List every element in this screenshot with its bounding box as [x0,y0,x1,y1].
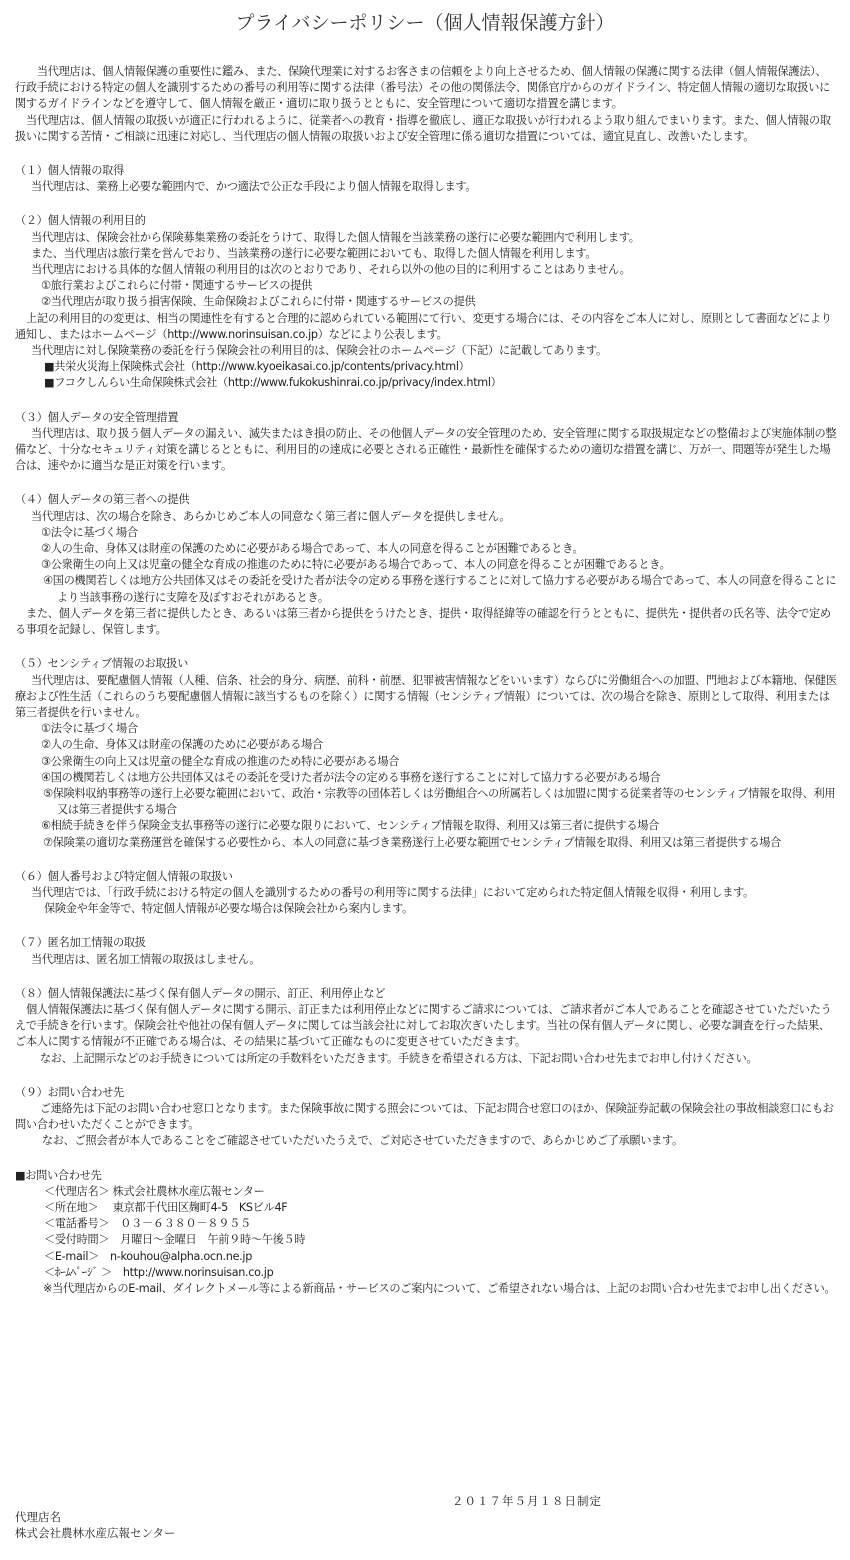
section-paragraph: また、個人データを第三者に提供したとき、あるいは第三者から提供をうけたとき、提供・取得経緯等の確認を行うとともに、提供先・提供者の氏名等、法令で定める事項を記録し、保管します。 [15,606,831,637]
section-paragraph: なお、上記開示などのお手続きについては所定の手数料をいただきます。手続きを希望される方は、下記お問い合わせ先までお申し付けください。 [29,1051,758,1065]
section-paragraph: ご連絡先は下記のお問い合わせ窓口となります。また保険事故に関する照会については、下記お問合せ窓口のほか、保険証券記載の保険会社の事故相談窓口にもお問い合わせいただくことができます。 [15,1101,834,1132]
section-heading: （１）個人情報の取得 [15,164,124,178]
section-paragraph: 当代理店は、次の場合を除き、あらかじめご本人の同意なく第三者に個人データを提供しません。 [31,509,511,523]
contact-address: ＜所在地＞ 東京都千代田区麹町4-5 KSビル4F [44,1200,288,1214]
section-heading: （９）お問い合わせ先 [15,1085,124,1099]
section-paragraph: 個人情報保護法に基づく保有個人データに関する開示、訂正または利用停止などに関するご請求については、ご請求者がご本人であることを確認させていただいたうえで手続きを行います。保険会社や他社の保有個人データに関しては当該会社に対してお取次ぎいたします。当社の保有個人データに関し、必要な調査を行った結果、ご本人に関する情報が不正確である場合は、その結果に基づいて正確なものに変更させていただきます。 [15,1002,832,1049]
list-item: ④国の機関若しくは地方公共団体又はその委託を受けた者が法令の定める事務を遂行することに対して協力する必要がある場合であって、本人の同意を得ることにより当該事務の遂行に支障を及ぼすおそれがあるとき。 [43,574,837,604]
policy-body [15,64,837,1297]
enactment-date: ２０１７年５月１８日制定 [452,1494,602,1508]
section-paragraph: 当代理店は、業務上必要な範囲内で、かつ適法で公正な手段により個人情報を取得します。 [31,180,477,194]
list-item: ③公衆衛生の向上又は児童の健全な育成の推進のために特に必要がある場合であって、本人の同意を得ることが困難であるとき。 [41,558,671,572]
list-item: ①旅行業およびこれらに付帯・関連するサービスの提供 [41,279,313,293]
section-paragraph: 当代理店では、「行政手続における特定の個人を識別するための番号の利用等に関する法律」において定められた特定個人情報を収得・利用します。 [31,885,754,899]
agent-signature [15,1509,176,1541]
page-title: プライバシーポリシー（個人情報保護方針） [235,12,615,34]
list-item: ②当代理店が取り扱う損害保険、生命保険およびこれらに付帯・関連するサービスの提供 [41,295,476,309]
list-item: ②人の生命、身体又は財産の保護のために必要がある場合であって、本人の同意を得ることが困難であるとき。 [41,542,584,556]
contact-hours: ＜受付時間＞ 月曜日～金曜日 午前９時～午後５時 [44,1233,306,1247]
agent-label: 代理店名 [15,1510,61,1524]
insurer-link-fukoku[interactable]: ■フコクしんらい生命保険株式会社（http://www.fukokushinrai.co.jp/privacy/index.html） [44,376,502,390]
section-paragraph: 当代理店は、匿名加工情報の取扱はしません。 [31,952,261,966]
section-heading: （４）個人データの第三者への提供 [15,493,190,507]
contact-heading: ■お問い合わせ先 [15,1168,102,1182]
contact-note: ※当代理店からのE-mail、ダイレクトメール等による新商品・サービスのご案内について、ご希望されない場合は、上記のお問い合わせ先までお申し出ください。 [43,1282,836,1295]
section-heading: （２）個人情報の利用目的 [15,214,146,228]
contact-homepage-link[interactable]: ＜ﾎｰﾑﾍﾟｰｼﾞ ＞ http://www.norinsuisan.co.jp [44,1265,274,1279]
section-heading: （３）個人データの安全管理措置 [15,410,179,424]
section-paragraph: 当代理店に対し保険業務の委託を行う保険会社の利用目的は、保険会社のホームページ（下記）に記載してあります。 [31,344,607,358]
contact-email-link[interactable]: ＜E-mail＞ n-kouhou@alpha.ocn.ne.jp [44,1249,253,1263]
list-item: ①法令に基づく場合 [41,722,138,736]
section-paragraph: 保険金や年金等で、特定個人情報が必要な場合は保険会社から案内します。 [44,902,414,916]
list-item: ③公衆衛生の向上又は児童の健全な育成の推進のため特に必要がある場合 [41,754,400,768]
list-item: ⑦保険業の適切な業務運営を確保する必要性から、本人の同意に基づき業務遂行上必要な範囲でセンシティブ情報を取得、利用又は第三者提供する場合 [43,835,782,849]
contact-phone[interactable]: ＜電話番号＞ ０３－６３８０－８９５５ [44,1217,251,1231]
section-paragraph: 当代理店は、要配慮個人情報（人種、信条、社会的身分、病歴、前科・前歴、犯罪被害情報などをいいます）ならびに労働組合への加盟、門地および本籍地、保健医療および性生活（これらのうち要配慮個人情報に該当するものを除く）に関する情報（センシティブ情報）については、次の場合を除き、原則として取得、利用または第三者提供を行いません。 [15,673,837,719]
agent-name: 株式会社農林水産広報センター [15,1526,176,1540]
section-paragraph: なお、ご照会者が本人であることをご確認させていただいたうえで、ご対応させていただきますので、あらかじめご了承願います。 [31,1134,683,1148]
list-item: ①法令に基づく場合 [41,525,138,539]
list-item: ⑥相続手続きを伴う保険金支払事務等の遂行に必要な限りにおいて、センシティブ情報を取得、利用又は第三者に提供する場合 [41,819,660,833]
section-heading: （５）センシティブ情報のお取扱い [15,657,189,671]
list-item: ⑤保険料収納事務等の遂行上必要な範囲において、政治・宗教等の団体若しくは労働組合への所属若しくは加盟に関する従業者等のセンシティブ情報を取得、利用又は第三者提供する場合 [43,786,836,817]
list-item: ②人の生命、身体又は財産の保護のために必要がある場合 [41,738,323,752]
intro-paragraph-1: 当代理店は、個人情報保護の重要性に鑑み、また、保険代理業に対するお客さまの信頼をより向上させるため、個人情報の保護に関する法律（個人情報保護法）、行政手続における特定の個人を識別するための番号の利用等に関する法律（番号法）その他の関係法令、関係官庁からのガイドライン、特定個人情報の適切な取扱いに関するガイドラインなどを遵守して、個人情報を厳正・適切に取り扱うとともに、安全管理について適切な措置を講じます。 [15,65,830,111]
contact-agency-name: ＜代理店名＞ 株式会社農林水産広報センター [44,1184,265,1198]
section-paragraph: 当代理店は、保険会社から保険募集業務の委託をうけて、取得した個人情報を当該業務の遂行に必要な範囲内で利用します。 [31,230,640,244]
section-heading: （６）個人番号および特定個人情報の取扱い [15,869,233,883]
section-paragraph: また、当代理店は旅行業を営んでおり、当該業務の遂行に必要な範囲においても、取得した個人情報を利用します。 [31,246,597,260]
list-item: ④国の機関若しくは地方公共団体又はその委託を受けた者が法令の定める事務を遂行することに対して協力する必要がある場合 [41,770,661,784]
section-heading: （７）匿名加工情報の取扱 [15,936,146,950]
section-paragraph: 上記の利用目的の変更は、相当の関連性を有すると合理的に認められている範囲にて行い、変更する場合には、その内容をご本人に対し、原則として書面などにより通知し、またはホームページ（http://www.norinsuisan.co.jp）などにより公表します。 [15,311,832,341]
insurer-link-kyoei[interactable]: ■共栄火災海上保険株式会社（http://www.kyoeikasai.co.jp/contents/privacy.html） [44,360,470,374]
intro-paragraph-2: 当代理店は、個人情報の取扱いが適正に行われるように、従業者への教育・指導を徹底し、適正な取扱いが行われるよう取り組んでまいります。また、個人情報の取扱いに関する苦情・ご相談に迅速に対応し、当代理店の個人情報の取扱いおよび安全管理に係る適切な措置については、適宜見直し、改善いたします。 [15,113,831,143]
section-heading: （８）個人情報保護法に基づく保有個人データの開示、訂正、利用停止など [15,986,386,1000]
section-paragraph: 当代理店は、取り扱う個人データの漏えい、滅失またはき損の防止、その他個人データの安全管理のため、安全管理に関する取扱規定などの整備および実施体制の整備など、十分なセキュリティ対策を講じるとともに、利用目的の達成に必要とされる正確性・最新性を確保するための適切な措置を講じ、万が一、問題等が発生した場合は、速やかに適当な是正対策を行います。 [15,426,837,473]
section-paragraph: 当代理店における具体的な個人情報の利用目的は次のとおりであり、それら以外の他の目的に利用することはありません。 [31,263,631,277]
